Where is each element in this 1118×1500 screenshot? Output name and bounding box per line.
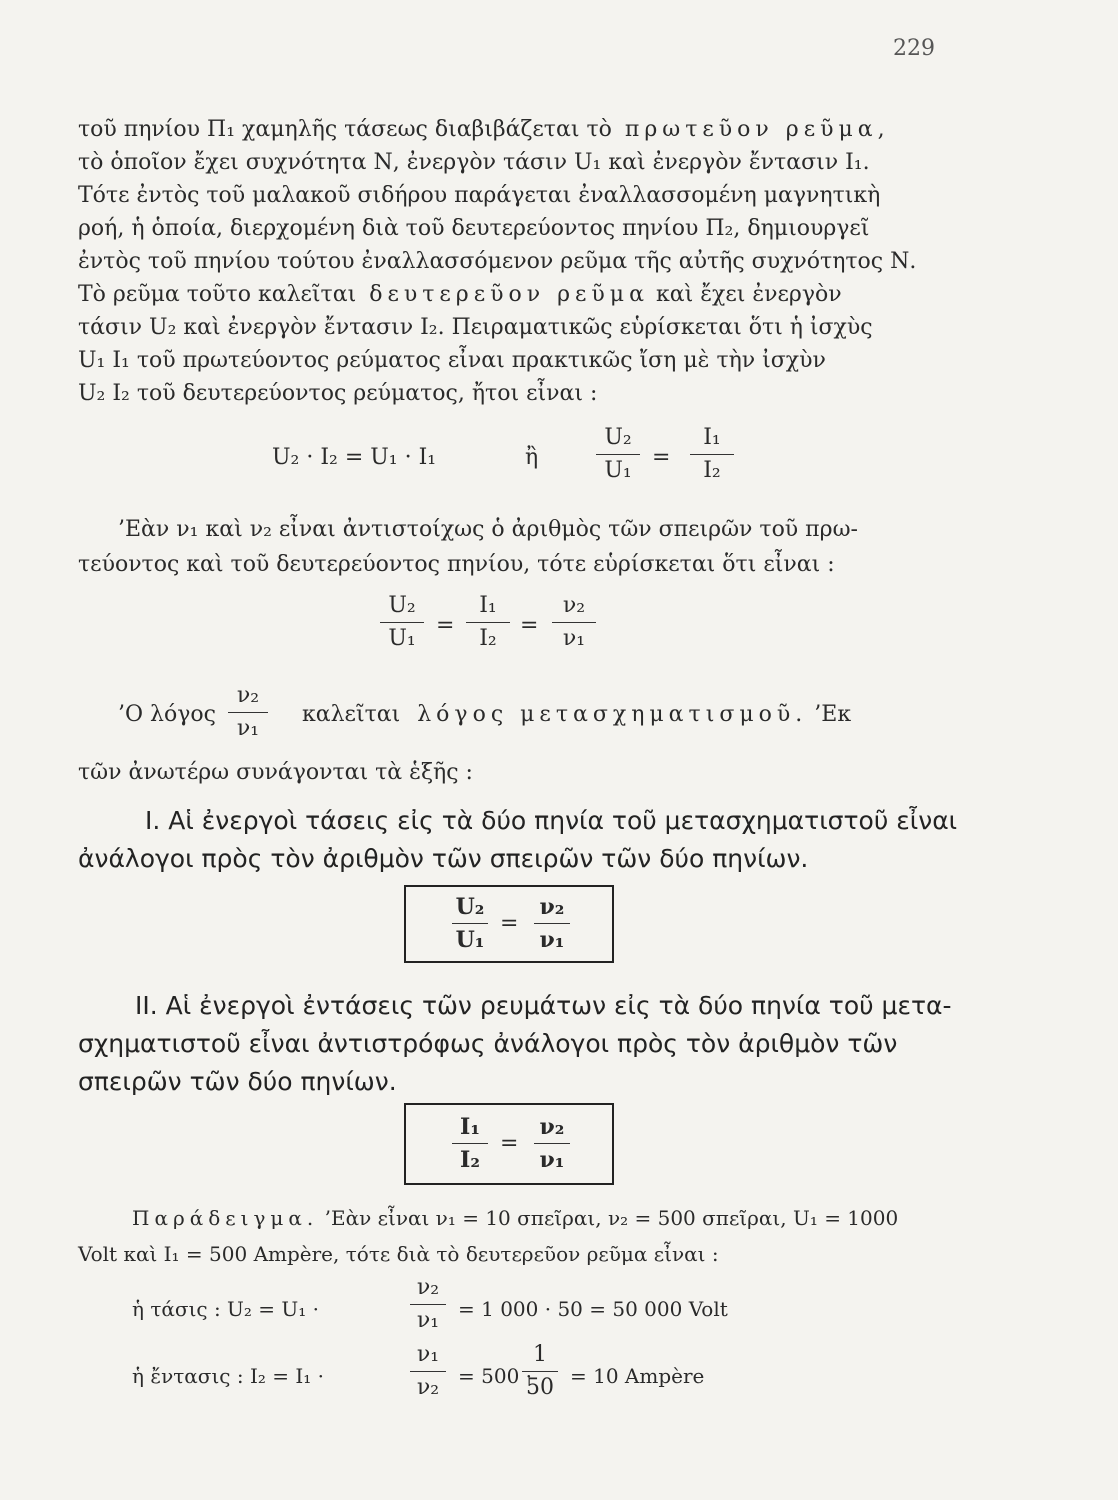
fraction [452, 893, 488, 954]
numerator: ν₂ [539, 1114, 565, 1140]
fraction-bar [534, 1143, 570, 1144]
fraction-bar [410, 1304, 446, 1305]
numerator: ν₂ [562, 593, 586, 618]
text-line: ἀνάλογοι πρὸς τὸν ἀριθμὸν τῶν σπειρῶν τῶν δύο πηνίων. [78, 844, 809, 873]
denominator: I₂ [479, 626, 497, 651]
text-line [302, 700, 851, 730]
text-line: σπειρῶν τῶν δύο πηνίων. [78, 1067, 397, 1096]
text-line: U₁ I₁ τοῦ πρωτεύοντος ρεύματος εἶναι πρακτικῶς ἴση μὲ τὴν ἰσχὺν [78, 348, 826, 373]
fraction-bar [380, 622, 424, 623]
text-span: καλεῖται [302, 702, 401, 727]
denominator: ν₁ [236, 716, 260, 741]
text-line [132, 1204, 898, 1232]
equation-lhs: U₂ · I₂ = U₁ · I₁ [272, 445, 437, 470]
text-span: καὶ ἔχει ἐνεργὸν [655, 282, 842, 307]
equals-sign: = [500, 1131, 519, 1156]
denominator: 50 [526, 1375, 554, 1400]
fraction-bar [452, 1143, 488, 1144]
text-line: II. Αἱ ἐνεργοὶ ἐντάσεις τῶν ρευμάτων εἰς τὰ δύο πηνία τοῦ μετα- [135, 991, 952, 1020]
fraction-bar [522, 1371, 558, 1372]
text-line: τάσιν U₂ καὶ ἐνεργὸν ἔντασιν I₂. Πειραματικῶς εὑρίσκεται ὅτι ἡ ἰσχὺς [78, 315, 873, 340]
equals-sign: = [520, 613, 539, 638]
fraction-bar [552, 622, 596, 623]
fraction-bar [690, 454, 734, 455]
text-line: τῶν ἀνωτέρω συνάγονται τὰ ἑξῆς : [78, 760, 473, 785]
text-span: ’Ο λόγος [118, 702, 216, 727]
numerator: U₂ [455, 894, 485, 920]
text-span: ’Εκ [814, 702, 852, 727]
fraction [534, 893, 570, 954]
fraction [522, 1341, 558, 1402]
fraction [410, 1341, 446, 1402]
fraction [690, 424, 734, 485]
numerator: U₂ [604, 425, 632, 450]
fraction-bar [534, 923, 570, 924]
denominator: ν₂ [416, 1375, 440, 1400]
fraction [410, 1274, 446, 1335]
text-line: τεύοντος καὶ τοῦ δευτερεύοντος πηνίου, τότε εὑρίσκεται ὅτι εἶναι : [78, 552, 835, 577]
text-line: ροή, ἡ ὁποία, διερχομένη διὰ τοῦ δευτερεύοντος πηνίου Π₂, δημιουργεῖ [78, 216, 870, 241]
fraction [534, 1113, 570, 1174]
fraction [552, 592, 596, 653]
fraction-bar [410, 1371, 446, 1372]
fraction [380, 592, 424, 653]
equals-sign: = [500, 911, 519, 936]
fraction [466, 592, 510, 653]
text-line: σχηματιστοῦ εἶναι ἀντιστρόφως ἀνάλογοι πρὸς τὸν ἀριθμὸν τῶν [78, 1029, 898, 1058]
voltage-prefix: ἡ τάσις : U₂ = U₁ · [132, 1297, 319, 1321]
equals-sign: = [652, 445, 671, 470]
current-prefix: ἡ ἔντασις : I₂ = I₁ · [132, 1364, 324, 1388]
fraction-bar [596, 454, 640, 455]
denominator: ν₁ [562, 626, 586, 651]
formula-box [404, 1103, 614, 1185]
text-line [78, 115, 890, 145]
text-span: Τὸ ρεῦμα τοῦτο καλεῖται [78, 282, 357, 307]
denominator: U₁ [604, 458, 632, 483]
spaced-term: λόγος μετασχηματισμοῦ. [417, 702, 808, 727]
text-line: Τότε ἐντὸς τοῦ μαλακοῦ σιδήρου παράγεται ἐναλλασσομένη μαγνητικὴ [78, 183, 881, 208]
text-line: ἐντὸς τοῦ πηνίου τούτου ἐναλλασσόμενον ρεῦμα τῆς αὐτῆς συχνότητος Ν. [78, 249, 917, 274]
text-line [78, 280, 842, 310]
current-result: = 10 Ampère [570, 1364, 705, 1388]
fraction-bar [452, 923, 488, 924]
fraction [228, 682, 268, 743]
equals-sign: = [436, 613, 455, 638]
denominator: ν₁ [539, 927, 565, 953]
text-line: I. Αἱ ἐνεργοὶ τάσεις εἰς τὰ δύο πηνία τοῦ μετασχηματιστοῦ εἶναι [145, 806, 958, 835]
fraction [452, 1113, 488, 1174]
voltage-result: = 1 000 · 50 = 50 000 Volt [458, 1297, 728, 1321]
denominator: I₂ [460, 1147, 480, 1173]
fraction [596, 424, 640, 485]
numerator: I₁ [703, 425, 721, 450]
numerator: ν₂ [236, 683, 260, 708]
equation-or: ἢ [525, 445, 539, 470]
numerator: 1 [533, 1342, 547, 1367]
text-line: τὸ ὁποῖον ἔχει συχνότητα Ν, ἐνεργὸν τάσιν U₁ καὶ ἐνεργὸν ἔντασιν I₁. [78, 150, 870, 175]
denominator: I₂ [703, 458, 721, 483]
fraction-bar [466, 622, 510, 623]
denominator: ν₁ [416, 1308, 440, 1333]
text-line: U₂ I₂ τοῦ δευτερεύοντος ρεύματος, ἤτοι εἶναι : [78, 381, 598, 406]
numerator: I₁ [460, 1114, 480, 1140]
numerator: ν₂ [416, 1275, 440, 1300]
text-line: Volt καὶ I₁ = 500 Ampère, τότε διὰ τὸ δευτερεῦον ρεῦμα εἶναι : [78, 1242, 719, 1266]
spaced-term: πρωτεῦον ρεῦμα, [624, 117, 890, 142]
denominator: ν₁ [539, 1147, 565, 1173]
formula-box [404, 885, 614, 963]
page-number: 229 [893, 36, 935, 61]
denominator: U₁ [455, 927, 485, 953]
text-span: ’Εὰν εἶναι ν₁ = 10 σπεῖραι, ν₂ = 500 σπεῖραι, U₁ = 1000 [324, 1206, 899, 1230]
numerator: ν₂ [539, 894, 565, 920]
spaced-term: δευτερεῦον ρεῦμα [369, 282, 649, 307]
text-span: τοῦ πηνίου Π₁ χαμηλῆς τάσεως διαβιβάζεται τὸ [78, 117, 612, 142]
text-span: = 500 · [458, 1364, 533, 1388]
numerator: ν₁ [416, 1342, 440, 1367]
example-label: Παράδειγμα. [132, 1206, 319, 1230]
numerator: U₂ [388, 593, 416, 618]
fraction-bar [228, 712, 268, 713]
text-line: ’Εὰν ν₁ καὶ ν₂ εἶναι ἀντιστοίχως ὁ ἀριθμὸς τῶν σπειρῶν τοῦ πρω- [118, 517, 858, 542]
denominator: U₁ [388, 626, 416, 651]
numerator: I₁ [479, 593, 497, 618]
